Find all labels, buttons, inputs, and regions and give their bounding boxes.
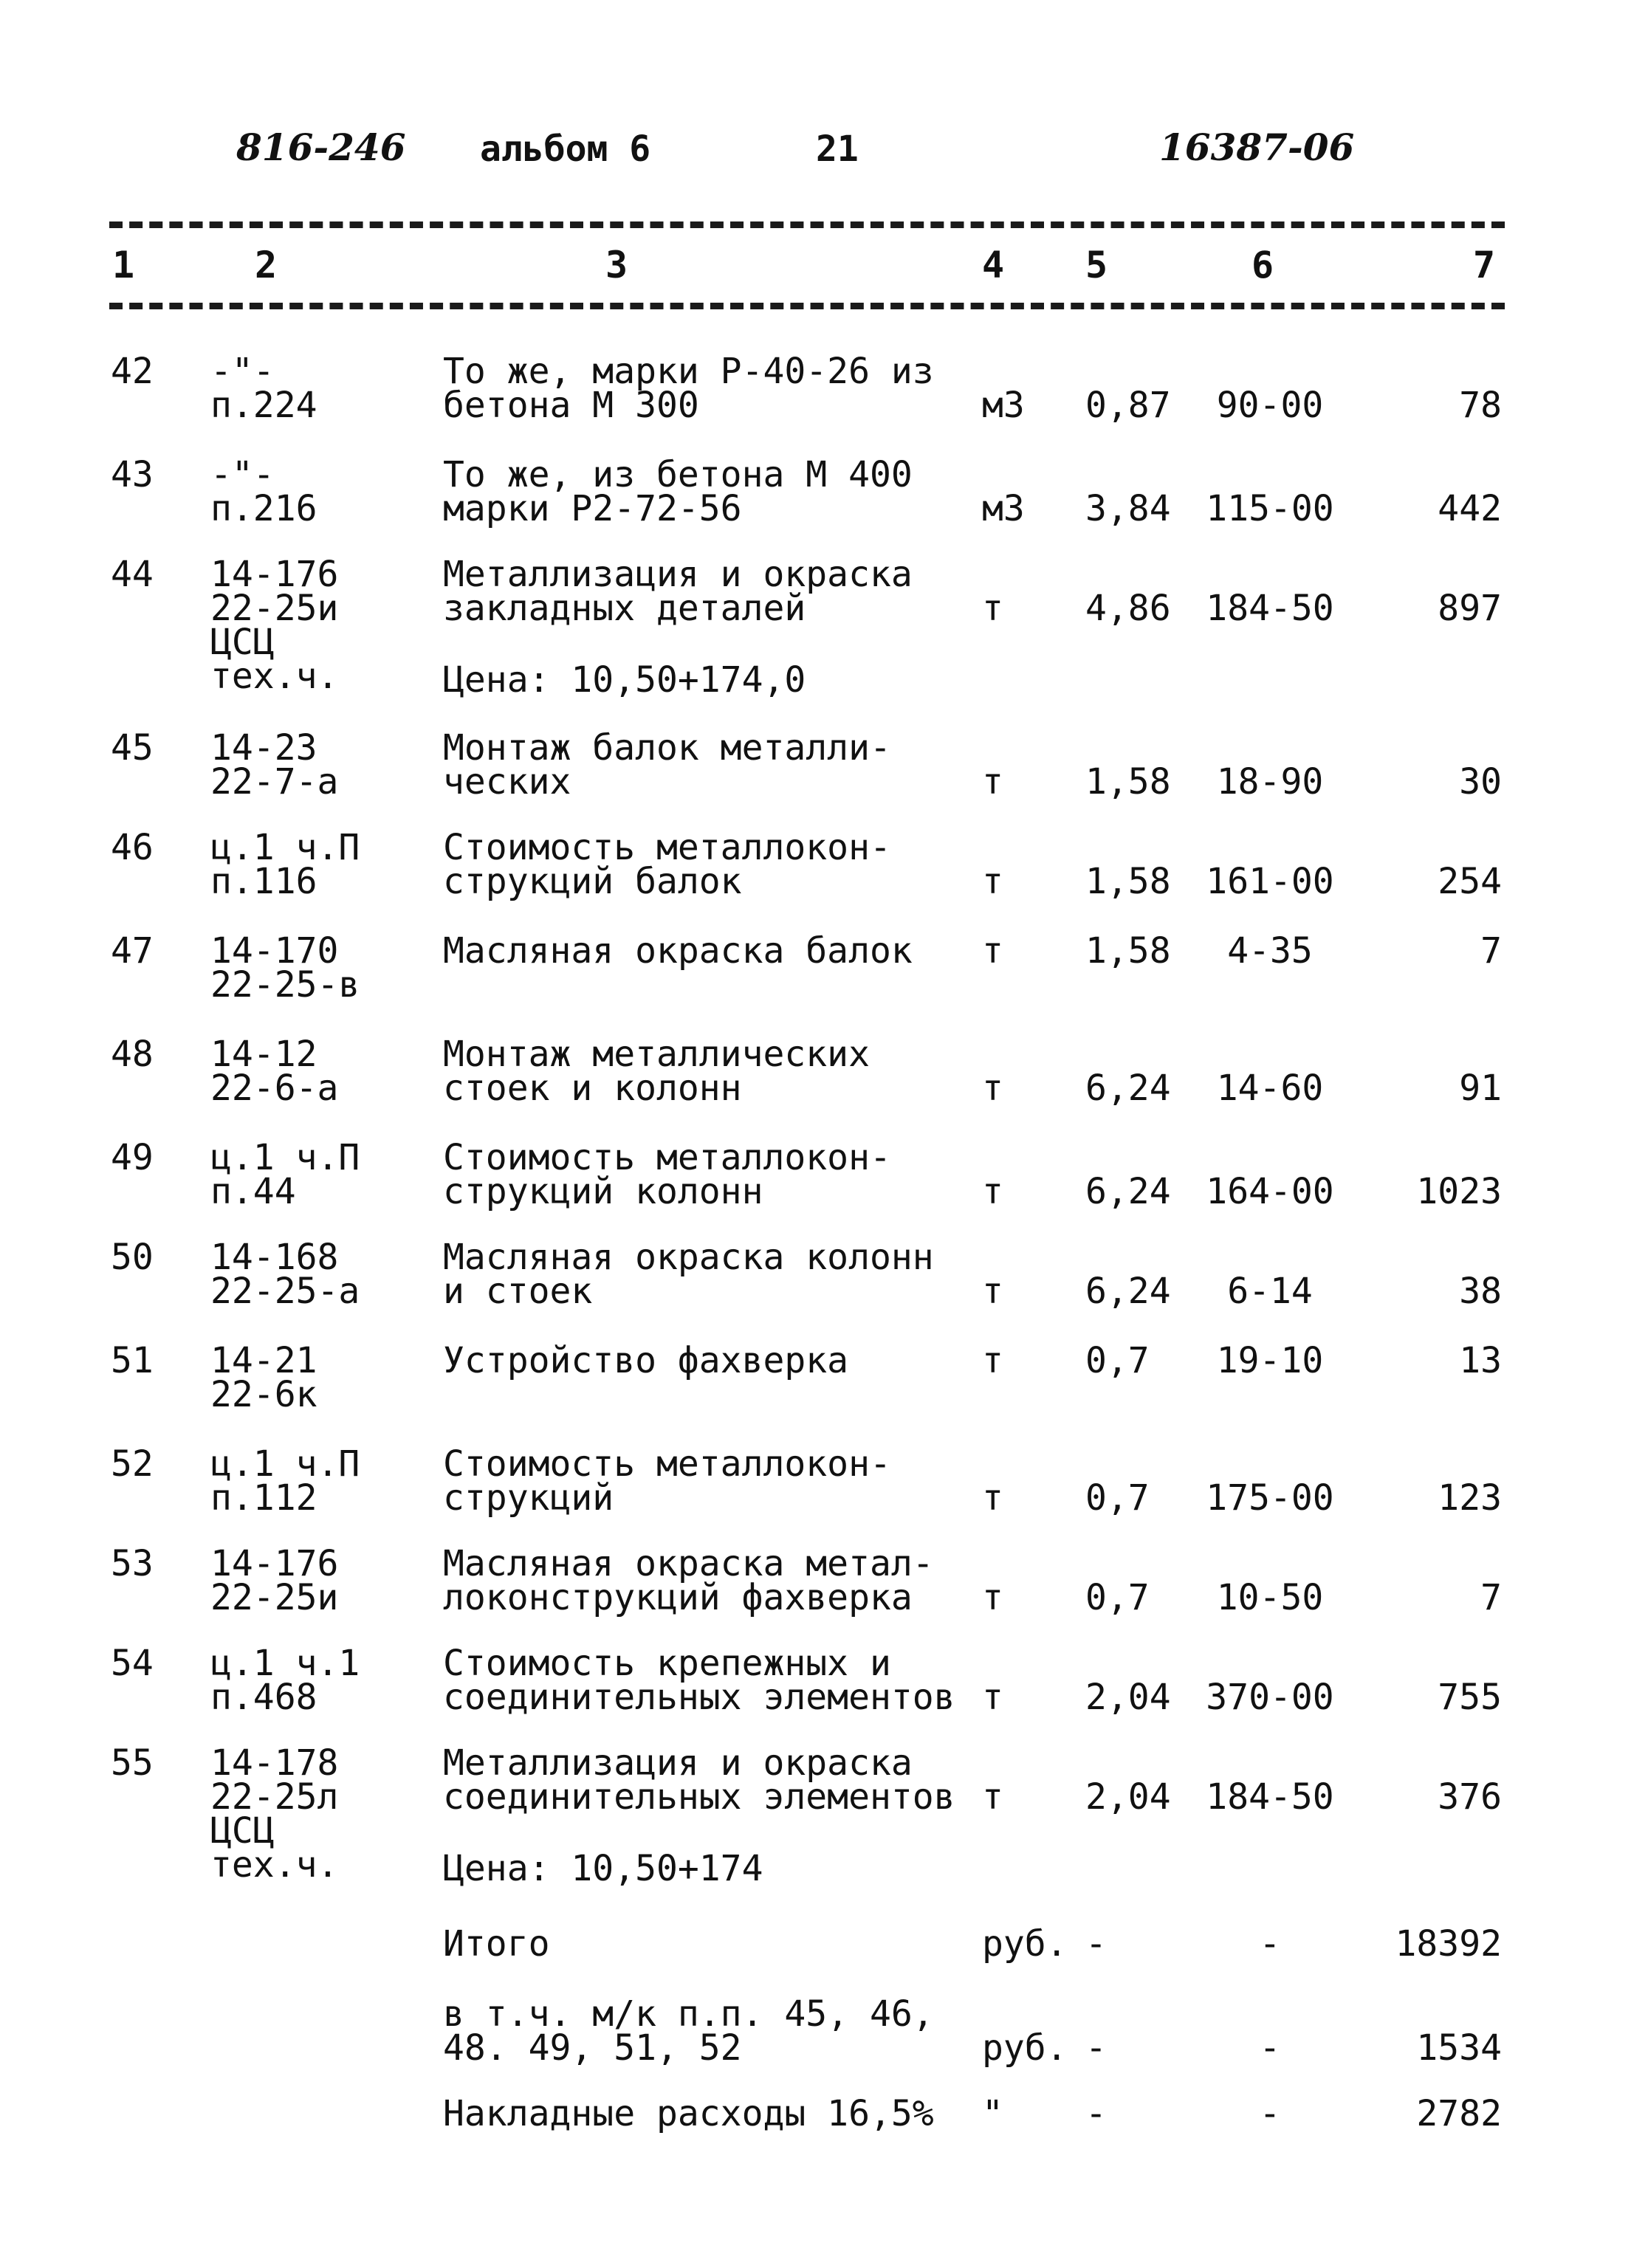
row-quantity: 6,24 (1085, 1068, 1171, 1109)
column-header-2: 2 (255, 244, 278, 286)
row-number: 43 (111, 454, 154, 495)
row-quantity: 2,04 (1085, 1677, 1171, 1718)
row-total: 897 (1438, 588, 1502, 629)
row-code: 14-176 22-25и (210, 1543, 339, 1618)
row-total: 123 (1438, 1477, 1502, 1519)
row-number: 50 (111, 1237, 154, 1278)
row-quantity: 1,58 (1085, 930, 1171, 972)
summary-description: Накладные расходы 16,5% (443, 2093, 934, 2134)
summary-quantity: - (1085, 2027, 1107, 2069)
row-unit: м3 (982, 385, 1025, 426)
row-total: 376 (1438, 1776, 1502, 1818)
row-number: 42 (111, 351, 154, 392)
row-unit-price: 175-00 (1206, 1477, 1334, 1519)
summary-unit: " (982, 2093, 1003, 2134)
column-header-4: 4 (982, 244, 1005, 286)
row-description: Масляная окраска балок (443, 930, 913, 972)
column-header-5: 5 (1085, 244, 1108, 286)
row-unit: т (982, 1171, 1003, 1212)
row-total: 13 (1459, 1340, 1502, 1381)
row-code: ц.1 ч.1 п.468 (210, 1643, 360, 1718)
summary-total: 18392 (1395, 1923, 1502, 1965)
row-total: 38 (1459, 1271, 1502, 1312)
album-label: альбом 6 (480, 128, 651, 170)
page-number: 21 (816, 128, 859, 170)
row-description: Стоимость металлокон- струкций балок (443, 827, 891, 902)
row-description: То же, из бетона М 400 марки Р2-72-56 (443, 454, 913, 529)
row-description: Устройство фахверка (443, 1340, 849, 1381)
column-header-1: 1 (112, 244, 135, 286)
row-unit: м3 (982, 488, 1025, 529)
row-number: 52 (111, 1443, 154, 1485)
row-code: ц.1 ч.П п.44 (210, 1137, 360, 1212)
row-quantity: 0,7 (1085, 1577, 1150, 1618)
row-number: 44 (111, 554, 154, 595)
row-unit: т (982, 1340, 1003, 1381)
row-unit: т (982, 930, 1003, 972)
archive-number-handwritten: 16387-06 (1159, 126, 1355, 169)
summary-unit: руб. (982, 1923, 1068, 1965)
row-unit-price: 164-00 (1206, 1171, 1334, 1212)
row-quantity: 6,24 (1085, 1271, 1171, 1312)
row-number: 45 (111, 727, 154, 769)
column-header-7: 7 (1473, 244, 1496, 286)
row-quantity: 2,04 (1085, 1776, 1171, 1818)
row-code: ц.1 ч.П п.116 (210, 827, 360, 902)
row-description: То же, марки Р-40-26 из бетона М 300 (443, 351, 934, 426)
row-total: 30 (1459, 761, 1502, 803)
row-unit: т (982, 1577, 1003, 1618)
row-description: Монтаж металлических стоек и колонн (443, 1034, 870, 1109)
row-unit: т (982, 1677, 1003, 1718)
summary-description: Итого (443, 1923, 550, 1965)
row-description: Стоимость металлокон- струкций (443, 1443, 891, 1519)
row-unit-price: 18-90 (1216, 761, 1324, 803)
summary-unit: руб. (982, 2027, 1068, 2069)
row-quantity: 3,84 (1085, 488, 1171, 529)
row-total: 442 (1438, 488, 1502, 529)
row-description: Стоимость металлокон- струкций колонн (443, 1137, 891, 1212)
row-unit: т (982, 1477, 1003, 1519)
row-total: 91 (1459, 1068, 1502, 1109)
row-total: 755 (1438, 1677, 1502, 1718)
row-number: 53 (111, 1543, 154, 1584)
row-unit-price: 161-00 (1206, 861, 1334, 902)
row-number: 55 (111, 1742, 154, 1784)
row-description: Масляная окраска метал- локонструкций фахверка (443, 1543, 934, 1618)
row-unit-price: 6-14 (1227, 1271, 1313, 1312)
row-total: 78 (1459, 385, 1502, 426)
row-unit-price: 184-50 (1206, 1776, 1334, 1818)
row-description: Стоимость крепежных и соединительных элементов (443, 1643, 955, 1718)
row-quantity: 6,24 (1085, 1171, 1171, 1212)
row-unit-price: 19-10 (1216, 1340, 1324, 1381)
row-code: ц.1 ч.П п.112 (210, 1443, 360, 1519)
row-code: 14-21 22-6к (210, 1340, 317, 1415)
row-quantity: 1,58 (1085, 861, 1171, 902)
summary-total: 2782 (1416, 2093, 1502, 2134)
row-number: 54 (111, 1643, 154, 1684)
column-header-6: 6 (1251, 244, 1274, 286)
summary-price: - (1259, 2027, 1281, 2069)
row-code: 14-170 22-25-в (210, 930, 360, 1006)
row-unit: т (982, 1068, 1003, 1109)
row-unit: т (982, 588, 1003, 629)
row-number: 48 (111, 1034, 154, 1075)
row-unit: т (982, 761, 1003, 803)
row-quantity: 0,7 (1085, 1340, 1150, 1381)
row-code: 14-12 22-6-а (210, 1034, 339, 1109)
row-code: -"- п.216 (210, 454, 317, 529)
row-code: 14-176 22-25и ЦСЦ тех.ч. (210, 554, 339, 697)
row-description: Монтаж балок металли- ческих (443, 727, 891, 803)
row-total: 7 (1480, 1577, 1502, 1618)
row-total: 254 (1438, 861, 1502, 902)
row-total: 1023 (1416, 1171, 1502, 1212)
row-unit: т (982, 1271, 1003, 1312)
row-description: Масляная окраска колонн и стоек (443, 1237, 934, 1312)
row-unit-price: 90-00 (1216, 385, 1324, 426)
row-unit: т (982, 861, 1003, 902)
row-description: Металлизация и окраска соединительных элементов (443, 1742, 955, 1818)
column-header-3: 3 (605, 244, 628, 286)
summary-price: - (1259, 1923, 1281, 1965)
row-unit-price: 184-50 (1206, 588, 1334, 629)
row-quantity: 0,87 (1085, 385, 1171, 426)
summary-description: в т.ч. м/к п.п. 45, 46, 48. 49, 51, 52 (443, 1993, 934, 2069)
row-code: 14-23 22-7-а (210, 727, 339, 803)
row-unit-price: 14-60 (1216, 1068, 1324, 1109)
row-unit-price: 10-50 (1216, 1577, 1324, 1618)
doc-code-handwritten: 816-246 (236, 126, 406, 169)
row-code: -"- п.224 (210, 351, 317, 426)
row-unit-price: 4-35 (1227, 930, 1313, 972)
row-unit-price: 115-00 (1206, 488, 1334, 529)
row-number: 49 (111, 1137, 154, 1178)
row-number: 51 (111, 1340, 154, 1381)
price-note: Цена: 10,50+174,0 (443, 659, 806, 701)
row-quantity: 4,86 (1085, 588, 1171, 629)
row-code: 14-168 22-25-а (210, 1237, 360, 1312)
row-total: 7 (1480, 930, 1502, 972)
row-quantity: 0,7 (1085, 1477, 1150, 1519)
summary-quantity: - (1085, 2093, 1107, 2134)
row-number: 46 (111, 827, 154, 868)
summary-quantity: - (1085, 1923, 1107, 1965)
summary-price: - (1259, 2093, 1281, 2134)
summary-total: 1534 (1416, 2027, 1502, 2069)
row-unit: т (982, 1776, 1003, 1818)
row-unit-price: 370-00 (1206, 1677, 1334, 1718)
row-description: Металлизация и окраска закладных деталей (443, 554, 913, 629)
row-quantity: 1,58 (1085, 761, 1171, 803)
row-number: 47 (111, 930, 154, 972)
price-note: Цена: 10,50+174 (443, 1848, 763, 1889)
row-code: 14-178 22-25л ЦСЦ тех.ч. (210, 1742, 339, 1886)
